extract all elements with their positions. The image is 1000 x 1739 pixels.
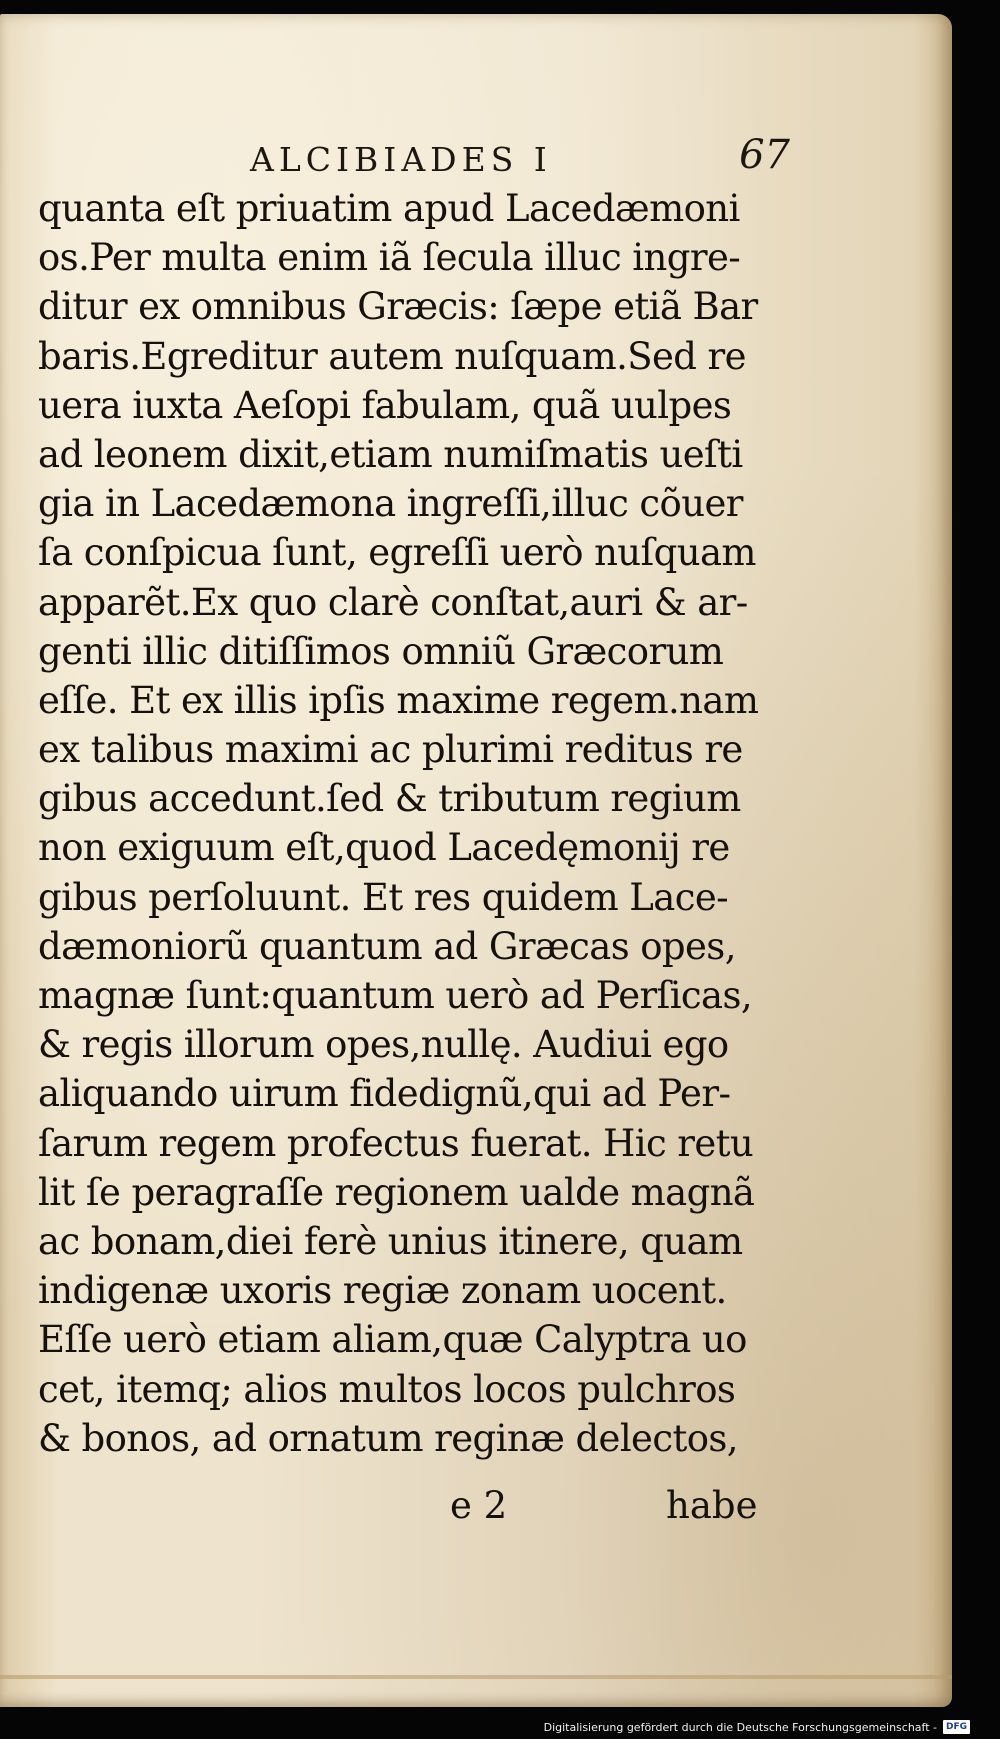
text-line: indigenæ uxoris regiæ zonam uocent. xyxy=(38,1269,727,1313)
text-line: gibus perſoluunt. Et res quidem Lace- xyxy=(38,875,729,919)
text-line: non exiguum eſt,quod Lacedęmonij re xyxy=(38,826,730,870)
text-line: lit ſe peragraſſe regionem ualde magnã xyxy=(38,1170,755,1214)
signature-mark: e 2 xyxy=(450,1484,508,1527)
text-line: dæmoniorũ quantum ad Græcas opes, xyxy=(38,924,736,968)
page-edge-shadow xyxy=(0,1675,952,1679)
text-line: & regis illorum opes,nullę. Audiui ego xyxy=(38,1023,729,1067)
digitization-credit xyxy=(544,1719,970,1735)
text-line: ex talibus maximi ac plurimi reditus re xyxy=(38,728,743,772)
text-line: apparẽt.Ex quo clarè conſtat,auri & ar- xyxy=(38,580,748,624)
text-line: ac bonam,diei ferè unius itinere, quam xyxy=(38,1219,743,1263)
text-line: quanta eſt priuatim apud Lacedæmoni xyxy=(38,187,740,230)
running-head-title: ALCIBIADES I xyxy=(250,140,552,179)
running-head xyxy=(250,132,790,182)
text-block xyxy=(38,184,778,1463)
text-line: ſa conſpicua ſunt, egreſſi uerò nuſquam xyxy=(38,531,756,575)
text-line: magnæ ſunt:quantum uerò ad Perſicas, xyxy=(38,974,753,1017)
text-line: cet, itemq; alios multos locos pulchros xyxy=(38,1367,736,1411)
text-line: gibus accedunt.ſed & tributum regium xyxy=(38,777,741,821)
text-line: aliquando uirum fidedignũ,qui ad Per- xyxy=(38,1072,731,1116)
text-line: uera iuxta Aeſopi fabulam, quã uulpes xyxy=(38,383,732,427)
credit-text: Digitalisierung gefördert durch die Deutsche Forschungsgemeinschaft - xyxy=(543,1720,937,1734)
text-line: ſarum regem profectus fuerat. Hic retu xyxy=(38,1121,754,1165)
book-page xyxy=(0,14,952,1707)
catchword: habe xyxy=(666,1484,758,1527)
text-line: os.Per multa enim iã ſecula illuc ingre- xyxy=(38,236,741,280)
text-line: Eſſe uerò etiam aliam,quæ Calyptra uo xyxy=(38,1318,747,1362)
text-line: baris.Egreditur autem nuſquam.Sed re xyxy=(38,334,746,378)
text-line: & bonos, ad ornatum reginæ delectos, xyxy=(38,1416,738,1460)
dfg-logo: DFG xyxy=(943,1720,970,1734)
text-line: ad leonem dixit,etiam numiſmatis ueſti xyxy=(38,432,743,476)
text-line: genti illic ditiſſimos omniũ Græcorum xyxy=(38,629,724,673)
text-line: gia in Lacedæmona ingreſſi,illuc cõuer xyxy=(38,482,743,526)
text-line: eſſe. Et ex illis ipſis maxime regem.nam xyxy=(38,678,759,722)
text-line: ditur ex omnibus Græcis: ſæpe etiã Bar xyxy=(38,285,758,329)
page-number: 67 xyxy=(739,132,790,178)
page-footer xyxy=(38,1484,778,1534)
